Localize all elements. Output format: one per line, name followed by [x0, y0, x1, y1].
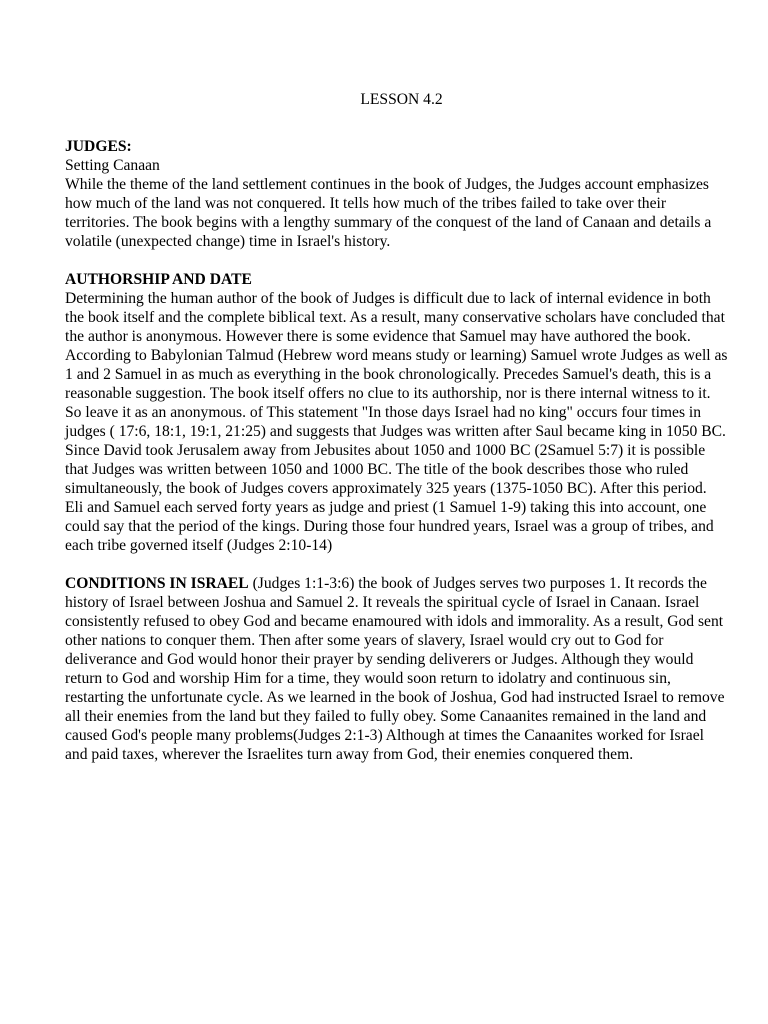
authorship-body: Determining the human author of the book of Judges is difficult due to lack of internal evidence in both the book itself and the complete biblical text. As a result, many conservative scholars have concluded that the author is anonymous. However there is some evidence that Samuel may have authored the book. According to Babylonian Talmud (Hebrew word means study or learning) Samuel wrote Judges as well as 1 and 2 Samuel in as much as everything in the book chronologically. Precedes Samuel's death, this is a reasonable suggestion. The book itself offers no clue to its authorship, nor is there internal witness to it. So leave it as an anonymous. of This statement "In those days Israel had no king" occurs four times in judges ( 17:6, 18:1, 19:1, 21:25) and suggests that Judges was written after Saul became king in 1050 BC. Since David took Jerusalem away from Jebusites about 1050 and 1000 BC (2Samuel 5:7) it is possible that Judges was written between 1050 and 1000 BC. The title of the book describes those who ruled simultaneously, the book of Judges covers approximately 325 years (1375-1050 BC). After this period. Eli and Samuel each served forty years as judge and priest (1 Samuel 1-9) taking this into account, one could say that the period of the kings. During those four hundred years, Israel was a group of tribes, and each tribe governed itself (Judges 2:10-14) [65, 290, 728, 554]
judges-heading: JUDGES: [65, 138, 132, 155]
conditions-body: (Judges 1:1-3:6) the book of Judges serves two purposes 1. It records the history of Israel between Joshua and Samuel 2. It reveals the spiritual cycle of Israel in Canaan. Israel consistently refused to obey God and became enamoured with idols and immorality. As a result, God sent other nations to conquer them. Then after some years of slavery, Israel would cry out to God for deliverance and God would honor their prayer by sending deliverers or Judges. Although they would return to God and worship Him for a time, they would soon return to idolatry and continuous sin, restarting the unfortunate cycle. As we learned in the book of Joshua, God had instructed Israel to remove all their enemies from the land but they failed to fully obey. Some Canaanites remained in the land and caused God's people many problems(Judges 2:1-3) Although at times the Canaanites worked for Israel and paid taxes, wherever the Israelites turn away from God, their enemies conquered them. [65, 575, 725, 763]
section-judges [65, 137, 728, 251]
conditions-paragraph [65, 574, 728, 764]
paragraph-spacer [65, 251, 728, 270]
section-conditions [65, 574, 728, 764]
lesson-title: LESSON 4.2 [360, 91, 443, 108]
conditions-heading: CONDITIONS IN ISRAEL [65, 575, 249, 592]
judges-subheading: Setting Canaan [65, 157, 160, 174]
judges-body: While the theme of the land settlement continues in the book of Judges, the Judges account emphasizes how much of the land was not conquered. It tells how much of the tribes failed to take over their territories. The book begins with a lengthy summary of the conquest of the land of Canaan and details a volatile (unexpected change) time in Israel's history. [65, 176, 712, 250]
paragraph-spacer [65, 555, 728, 574]
section-authorship [65, 270, 728, 555]
authorship-heading: AUTHORSHIP AND DATE [65, 271, 252, 288]
